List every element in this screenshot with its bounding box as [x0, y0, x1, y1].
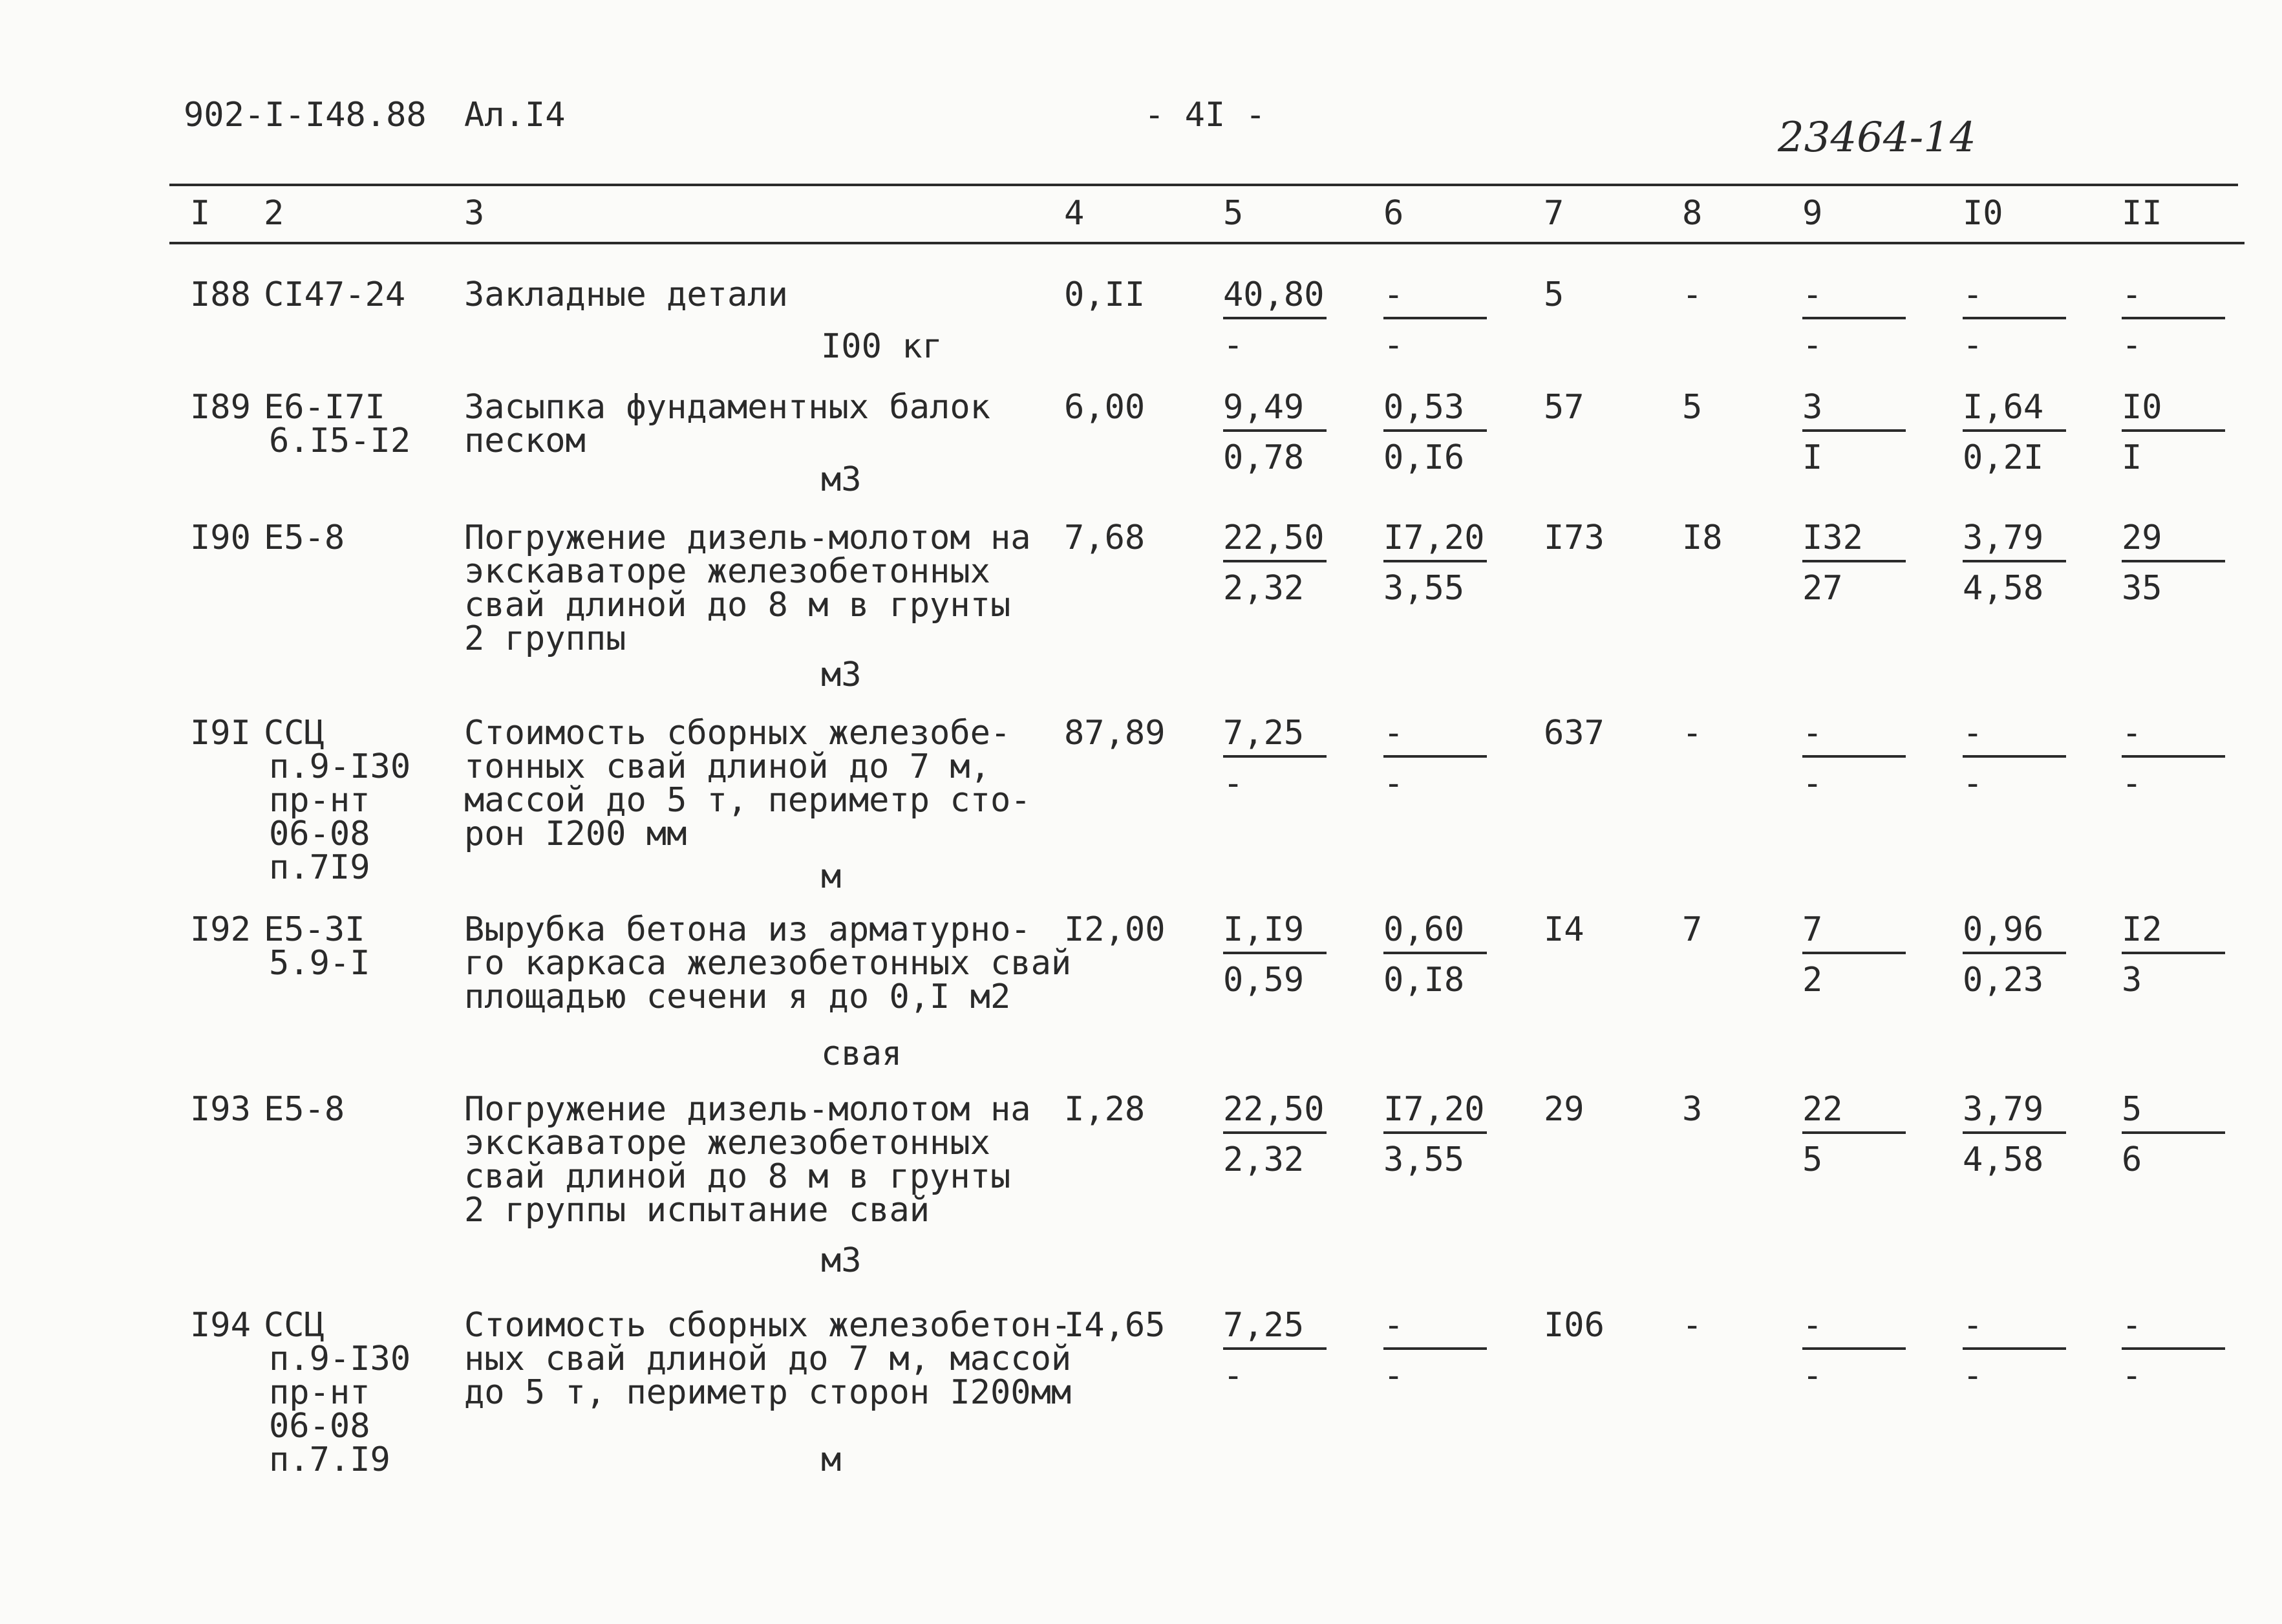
wages-total: 5: [1682, 388, 1703, 427]
unit-of-measure: м: [821, 1440, 842, 1479]
quantity: 0,II: [1064, 275, 1146, 314]
machine-total-cell-top: 3: [1802, 390, 1906, 432]
machine-cost-cell: [1383, 714, 1487, 803]
column-number-5: 5: [1223, 194, 1244, 233]
machine-cost-cell-bottom: -: [1383, 1356, 1404, 1395]
unit-cost-cell-top: 22,50: [1223, 1093, 1327, 1134]
unit-cost-cell: [1223, 910, 1327, 999]
quantity: I4,65: [1064, 1306, 1166, 1345]
machine-cost-cell-bottom: 3,55: [1383, 1140, 1465, 1179]
labor-cell-bottom: -: [1963, 1356, 1983, 1395]
norm-code: E6-I7I: [264, 388, 385, 427]
column-number-3: 3: [464, 194, 485, 233]
norm-code: 6.I5-I2: [269, 422, 411, 460]
work-description: 2 группы: [464, 619, 626, 658]
work-description: экскаваторе железобетонных: [464, 552, 990, 591]
machine-total-cell-top: 7: [1802, 913, 1906, 954]
row-number: I93: [190, 1090, 251, 1129]
labor-cell-bottom: 4,58: [1963, 1140, 2044, 1179]
row-number: I88: [190, 275, 251, 314]
row-number: I92: [190, 910, 251, 949]
wages-total: 7: [1682, 910, 1703, 949]
column-number-11: II: [2122, 194, 2162, 233]
machine-cost-cell: [1383, 275, 1487, 365]
work-description: ных свай длиной до 7 м, массой: [464, 1340, 1072, 1378]
unit-of-measure: свая: [821, 1034, 902, 1073]
machine-total-cell-bottom: 27: [1802, 569, 1843, 608]
norm-code: 5.9-I: [269, 944, 370, 983]
header-rule-top: [169, 184, 2238, 186]
unit-cost-cell-bottom: -: [1223, 326, 1244, 365]
labor-cell-bottom: -: [1963, 326, 1983, 365]
unit-of-measure: м3: [821, 460, 862, 499]
total-cost: I4: [1544, 910, 1584, 949]
work-description: го каркаса железобетонных свай: [464, 944, 1072, 983]
machine-cost-cell-bottom: 0,I8: [1383, 961, 1465, 999]
work-description: массой до 5 т, периметр сто-: [464, 781, 1031, 820]
machine-total-cell-bottom: I: [1802, 438, 1823, 477]
machine-total-cell-top: -: [1802, 716, 1906, 758]
machine-cost-cell-bottom: -: [1383, 764, 1404, 803]
labor-total-cell-top: I2: [2122, 913, 2225, 954]
machine-cost-cell-top: I7,20: [1383, 1093, 1487, 1134]
total-cost: 57: [1544, 388, 1584, 427]
labor-total-cell-bottom: -: [2122, 326, 2142, 365]
machine-total-cell: [1802, 1306, 1906, 1395]
machine-cost-cell-top: 0,60: [1383, 913, 1487, 954]
work-description: Погружение дизель-молотом на: [464, 518, 1031, 557]
column-number-9: 9: [1802, 194, 1823, 233]
column-number-6: 6: [1383, 194, 1404, 233]
labor-cell-top: -: [1963, 1309, 2066, 1350]
unit-cost-cell-bottom: -: [1223, 764, 1244, 803]
machine-cost-cell-bottom: -: [1383, 326, 1404, 365]
norm-code: E5-8: [264, 1090, 345, 1129]
machine-total-cell: [1802, 714, 1906, 803]
unit-cost-cell-top: 9,49: [1223, 390, 1327, 432]
machine-cost-cell-top: I7,20: [1383, 521, 1487, 562]
work-description: Погружение дизель-молотом на: [464, 1090, 1031, 1129]
labor-total-cell-top: 5: [2122, 1093, 2225, 1134]
unit-cost-cell-top: 7,25: [1223, 1309, 1327, 1350]
norm-code: ССЦ: [264, 714, 325, 753]
labor-cell-top: -: [1963, 278, 2066, 319]
work-description: Стоимость сборных железобе-: [464, 714, 1011, 753]
labor-total-cell-bottom: 35: [2122, 569, 2162, 608]
wages-total: -: [1682, 714, 1703, 753]
norm-code: E5-3I: [264, 910, 365, 949]
wages-total: -: [1682, 275, 1703, 314]
row-number: I94: [190, 1306, 251, 1345]
labor-total-cell-bottom: 6: [2122, 1140, 2142, 1179]
machine-total-cell-bottom: -: [1802, 764, 1823, 803]
machine-total-cell: [1802, 275, 1906, 365]
work-description: рон I200 мм: [464, 815, 687, 853]
doc-code: 902-I-I48.88: [184, 96, 427, 134]
row-number: I89: [190, 388, 251, 427]
labor-total-cell-bottom: -: [2122, 1356, 2142, 1395]
machine-cost-cell: [1383, 910, 1487, 999]
column-number-4: 4: [1064, 194, 1085, 233]
labor-cell: [1963, 910, 2066, 999]
labor-total-cell-top: 29: [2122, 521, 2225, 562]
machine-total-cell: [1802, 910, 1906, 999]
machine-cost-cell-top: -: [1383, 1309, 1487, 1350]
machine-cost-cell: [1383, 390, 1487, 475]
unit-cost-cell: [1223, 714, 1327, 803]
labor-cell-top: 0,96: [1963, 913, 2066, 954]
labor-cell: [1963, 1090, 2066, 1179]
work-description: до 5 т, периметр сторон I200мм: [464, 1373, 1072, 1412]
machine-cost-cell-top: -: [1383, 716, 1487, 758]
machine-total-cell-top: -: [1802, 1309, 1906, 1350]
total-cost: I06: [1544, 1306, 1605, 1345]
labor-total-cell-bottom: -: [2122, 764, 2142, 803]
work-description: Вырубка бетона из арматурно-: [464, 910, 1031, 949]
work-description: Закладные детали: [464, 275, 788, 314]
labor-cell: [1963, 518, 2066, 608]
unit-cost-cell: [1223, 275, 1327, 365]
labor-cell-top: 3,79: [1963, 1093, 2066, 1134]
row-number: I9I: [190, 714, 251, 753]
labor-total-cell-bottom: 3: [2122, 961, 2142, 999]
column-number-7: 7: [1544, 194, 1564, 233]
labor-total-cell: [2122, 390, 2225, 475]
work-description: площадью сечени я до 0,I м2: [464, 978, 1011, 1016]
machine-total-cell: [1802, 1090, 1906, 1179]
unit-cost-cell: [1223, 1306, 1327, 1395]
norm-code: 06-08: [269, 1407, 370, 1446]
work-description: песком: [464, 422, 586, 460]
machine-cost-cell-top: 0,53: [1383, 390, 1487, 432]
machine-total-cell: [1802, 518, 1906, 608]
machine-total-cell-top: I32: [1802, 521, 1906, 562]
machine-total-cell-top: -: [1802, 278, 1906, 319]
unit-cost-cell-top: 40,80: [1223, 278, 1327, 319]
header-rule-bottom: [169, 242, 2245, 244]
norm-code: п.7.I9: [269, 1440, 390, 1479]
unit-cost-cell-top: 7,25: [1223, 716, 1327, 758]
labor-cell-top: -: [1963, 716, 2066, 758]
quantity: I,28: [1064, 1090, 1146, 1129]
machine-cost-cell-top: -: [1383, 278, 1487, 319]
unit-of-measure: м3: [821, 656, 862, 694]
machine-cost-cell-bottom: 0,I6: [1383, 438, 1465, 477]
unit-cost-cell-bottom: 2,32: [1223, 1140, 1305, 1179]
total-cost: 29: [1544, 1090, 1584, 1129]
column-number-10: I0: [1963, 194, 2003, 233]
labor-cell-top: 3,79: [1963, 521, 2066, 562]
norm-code: CI47-24: [264, 275, 406, 314]
work-description: 2 группы испытание свай: [464, 1191, 930, 1230]
quantity: I2,00: [1064, 910, 1166, 949]
norm-code: 06-08: [269, 815, 370, 853]
unit-cost-cell: [1223, 1090, 1327, 1179]
work-description: свай длиной до 8 м в грунты: [464, 1157, 1011, 1196]
quantity: 87,89: [1064, 714, 1166, 753]
labor-cell: [1963, 1306, 2066, 1395]
machine-total-cell-bottom: 5: [1802, 1140, 1823, 1179]
unit-cost-cell-bottom: 0,78: [1223, 438, 1305, 477]
work-description: Засыпка фундаментных балок: [464, 388, 990, 427]
norm-code: п.7I9: [269, 848, 370, 887]
column-number-2: 2: [264, 194, 284, 233]
labor-cell: [1963, 390, 2066, 475]
total-cost: I73: [1544, 518, 1605, 557]
work-description: свай длиной до 8 м в грунты: [464, 586, 1011, 625]
unit-cost-cell: [1223, 518, 1327, 608]
machine-total-cell-bottom: -: [1802, 326, 1823, 365]
column-number-8: 8: [1682, 194, 1703, 233]
unit-cost-cell: [1223, 390, 1327, 475]
machine-total-cell: [1802, 390, 1906, 475]
handwritten-number: 23464-14: [1778, 114, 1976, 162]
labor-total-cell-top: -: [2122, 278, 2225, 319]
machine-total-cell-bottom: -: [1802, 1356, 1823, 1395]
labor-total-cell: [2122, 910, 2225, 999]
labor-total-cell-top: -: [2122, 1309, 2225, 1350]
unit-cost-cell-top: 22,50: [1223, 521, 1327, 562]
labor-total-cell-top: I0: [2122, 390, 2225, 432]
page-number: - 4I -: [1144, 96, 1266, 134]
labor-cell-bottom: 4,58: [1963, 569, 2044, 608]
unit-cost-cell-bottom: 2,32: [1223, 569, 1305, 608]
wages-total: 3: [1682, 1090, 1703, 1129]
labor-total-cell-bottom: I: [2122, 438, 2142, 477]
machine-cost-cell: [1383, 1306, 1487, 1395]
work-description: экскаваторе железобетонных: [464, 1124, 990, 1162]
quantity: 7,68: [1064, 518, 1146, 557]
column-number-1: I: [190, 194, 211, 233]
norm-code: п.9-I30: [269, 1340, 411, 1378]
quantity: 6,00: [1064, 388, 1146, 427]
labor-cell-top: I,64: [1963, 390, 2066, 432]
album-number: Ал.I4: [464, 96, 566, 134]
wages-total: I8: [1682, 518, 1723, 557]
work-description: Стоимость сборных железобетон-: [464, 1306, 1072, 1345]
labor-total-cell: [2122, 1090, 2225, 1179]
work-description: тонных свай длиной до 7 м,: [464, 747, 990, 786]
machine-cost-cell: [1383, 518, 1487, 608]
machine-cost-cell: [1383, 1090, 1487, 1179]
unit-cost-cell-bottom: 0,59: [1223, 961, 1305, 999]
row-number: I90: [190, 518, 251, 557]
labor-total-cell: [2122, 518, 2225, 608]
labor-total-cell: [2122, 714, 2225, 803]
labor-cell: [1963, 714, 2066, 803]
norm-code: пр-нт: [269, 781, 370, 820]
machine-total-cell-bottom: 2: [1802, 961, 1823, 999]
labor-cell-bottom: 0,2I: [1963, 438, 2044, 477]
unit-of-measure: I00 кг: [821, 327, 943, 366]
labor-total-cell: [2122, 275, 2225, 365]
unit-of-measure: м: [821, 857, 842, 896]
total-cost: 5: [1544, 275, 1564, 314]
norm-code: п.9-I30: [269, 747, 411, 786]
labor-cell-bottom: 0,23: [1963, 961, 2044, 999]
labor-cell-bottom: -: [1963, 764, 1983, 803]
total-cost: 637: [1544, 714, 1605, 753]
norm-code: E5-8: [264, 518, 345, 557]
labor-total-cell-top: -: [2122, 716, 2225, 758]
machine-total-cell-top: 22: [1802, 1093, 1906, 1134]
unit-cost-cell-bottom: -: [1223, 1356, 1244, 1395]
machine-cost-cell-bottom: 3,55: [1383, 569, 1465, 608]
unit-cost-cell-top: I,I9: [1223, 913, 1327, 954]
norm-code: ССЦ: [264, 1306, 325, 1345]
labor-cell: [1963, 275, 2066, 365]
unit-of-measure: м3: [821, 1241, 862, 1280]
norm-code: пр-нт: [269, 1373, 370, 1412]
labor-total-cell: [2122, 1306, 2225, 1395]
wages-total: -: [1682, 1306, 1703, 1345]
